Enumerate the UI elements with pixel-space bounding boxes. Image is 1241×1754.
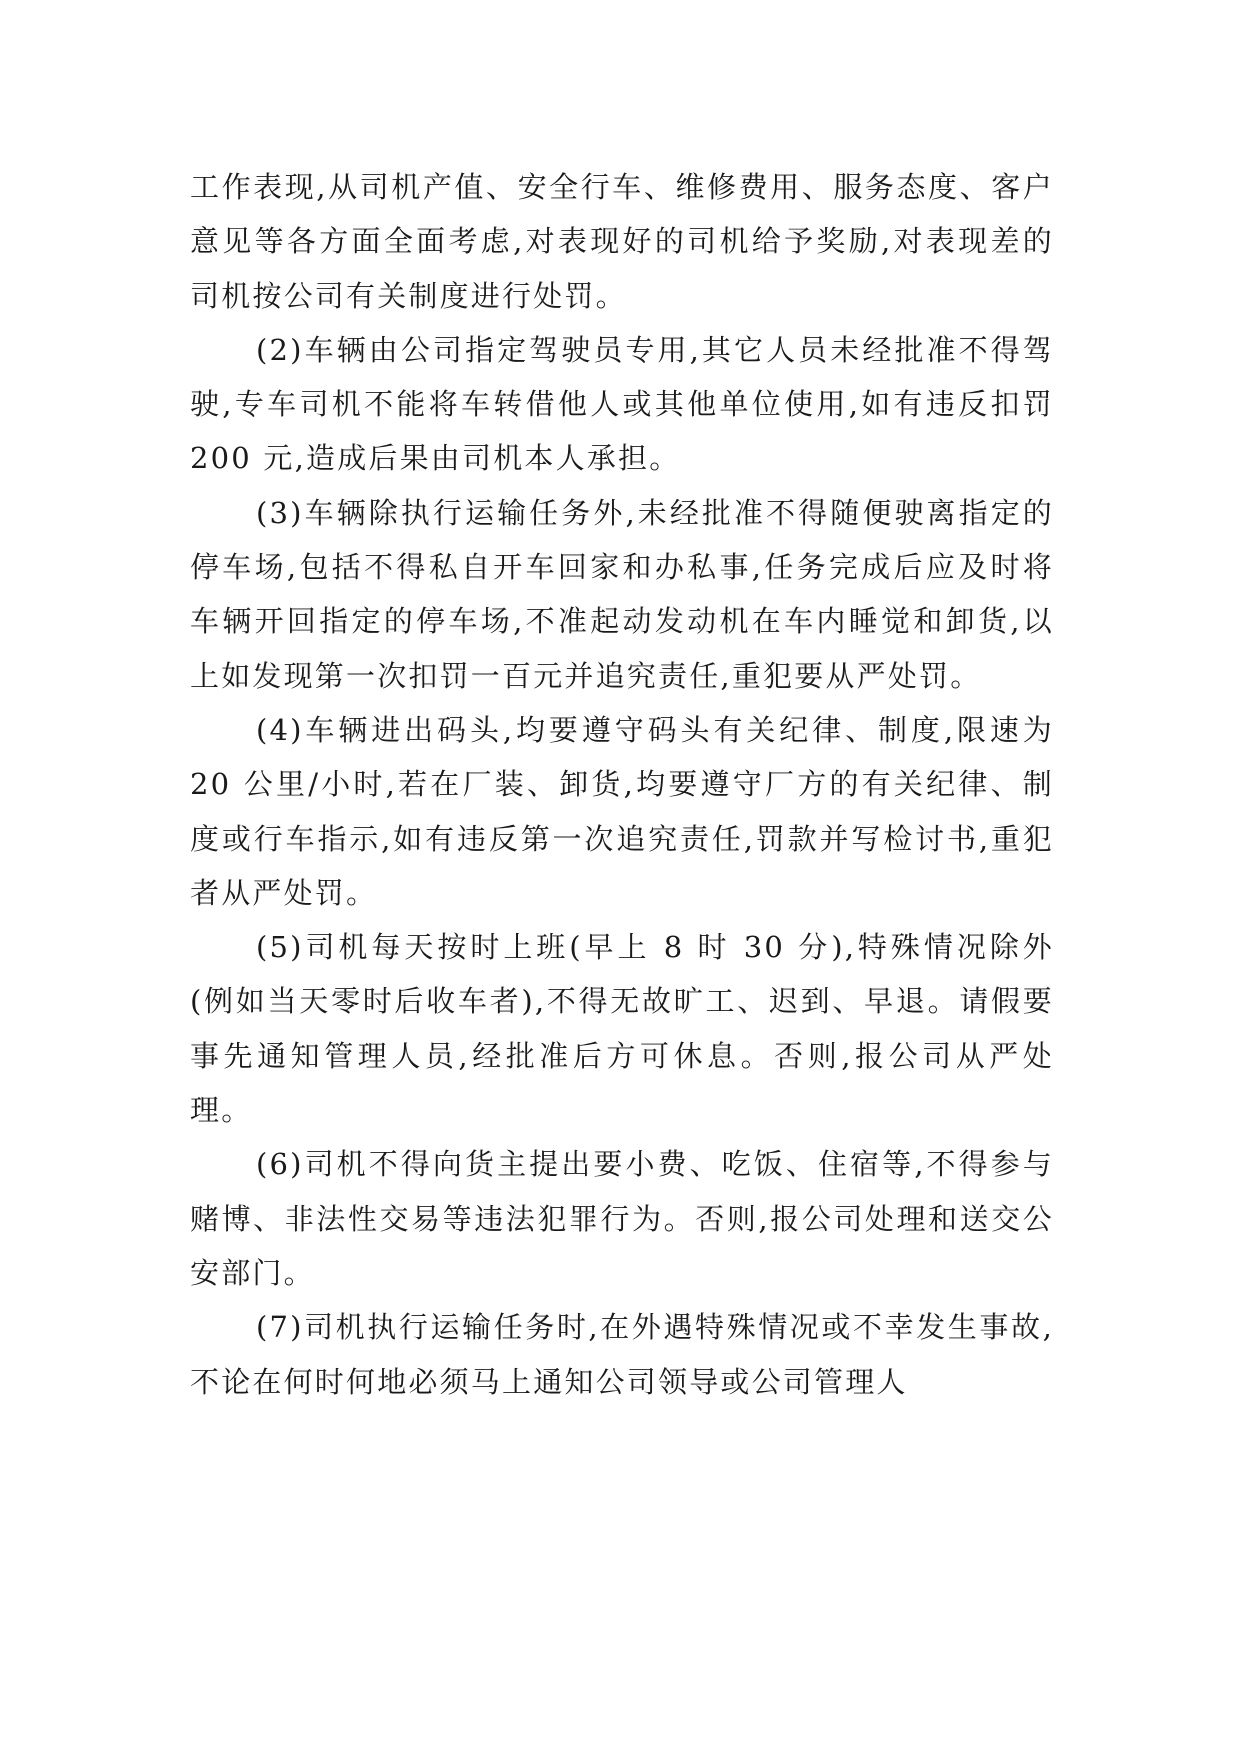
paragraph-item-5: (5)司机每天按时上班(早上 8 时 30 分),特殊情况除外(例如当天零时后收车者),不得无故旷工、迟到、早退。请假要事先通知管理人员,经批准后方可休息。否则,报公司从严处理。 — [190, 930, 1054, 1128]
paragraph-continuation: 工作表现,从司机产值、安全行车、维修费用、服务态度、客户意见等各方面全面考虑,对表现好的司机给予奖励,对表现差的司机按公司有关制度进行处罚。 — [190, 170, 1054, 313]
document-body — [190, 160, 1054, 1409]
paragraph-item-2: (2)车辆由公司指定驾驶员专用,其它人员未经批准不得驾驶,专车司机不能将车转借他人或其他单位使用,如有违反扣罚 200 元,造成后果由司机本人承担。 — [190, 332, 1054, 476]
paragraph-item-7: (7)司机执行运输任务时,在外遇特殊情况或不幸发生事故,不论在何时何地必须马上通知公司领导或公司管理人 — [190, 1310, 1054, 1399]
paragraph-item-6: (6)司机不得向货主提出要小费、吃饭、住宿等,不得参与赌博、非法性交易等违法犯罪行为。否则,报公司处理和送交公安部门。 — [190, 1147, 1054, 1290]
paragraph-item-3: (3)车辆除执行运输任务外,未经批准不得随便驶离指定的停车场,包括不得私自开车回家和办私事,任务完成后应及时将车辆开回指定的停车场,不准起动发动机在车内睡觉和卸货,以上如发现第一次扣罚一百元并追究责任,重犯要从严处罚。 — [190, 495, 1054, 693]
paragraph-item-4: (4)车辆进出码头,均要遵守码头有关纪律、制度,限速为 20 公里/小时,若在厂装、卸货,均要遵守厂方的有关纪律、制度或行车指示,如有违反第一次追究责任,罚款并写检讨书,重犯者从严处罚。 — [190, 712, 1054, 910]
